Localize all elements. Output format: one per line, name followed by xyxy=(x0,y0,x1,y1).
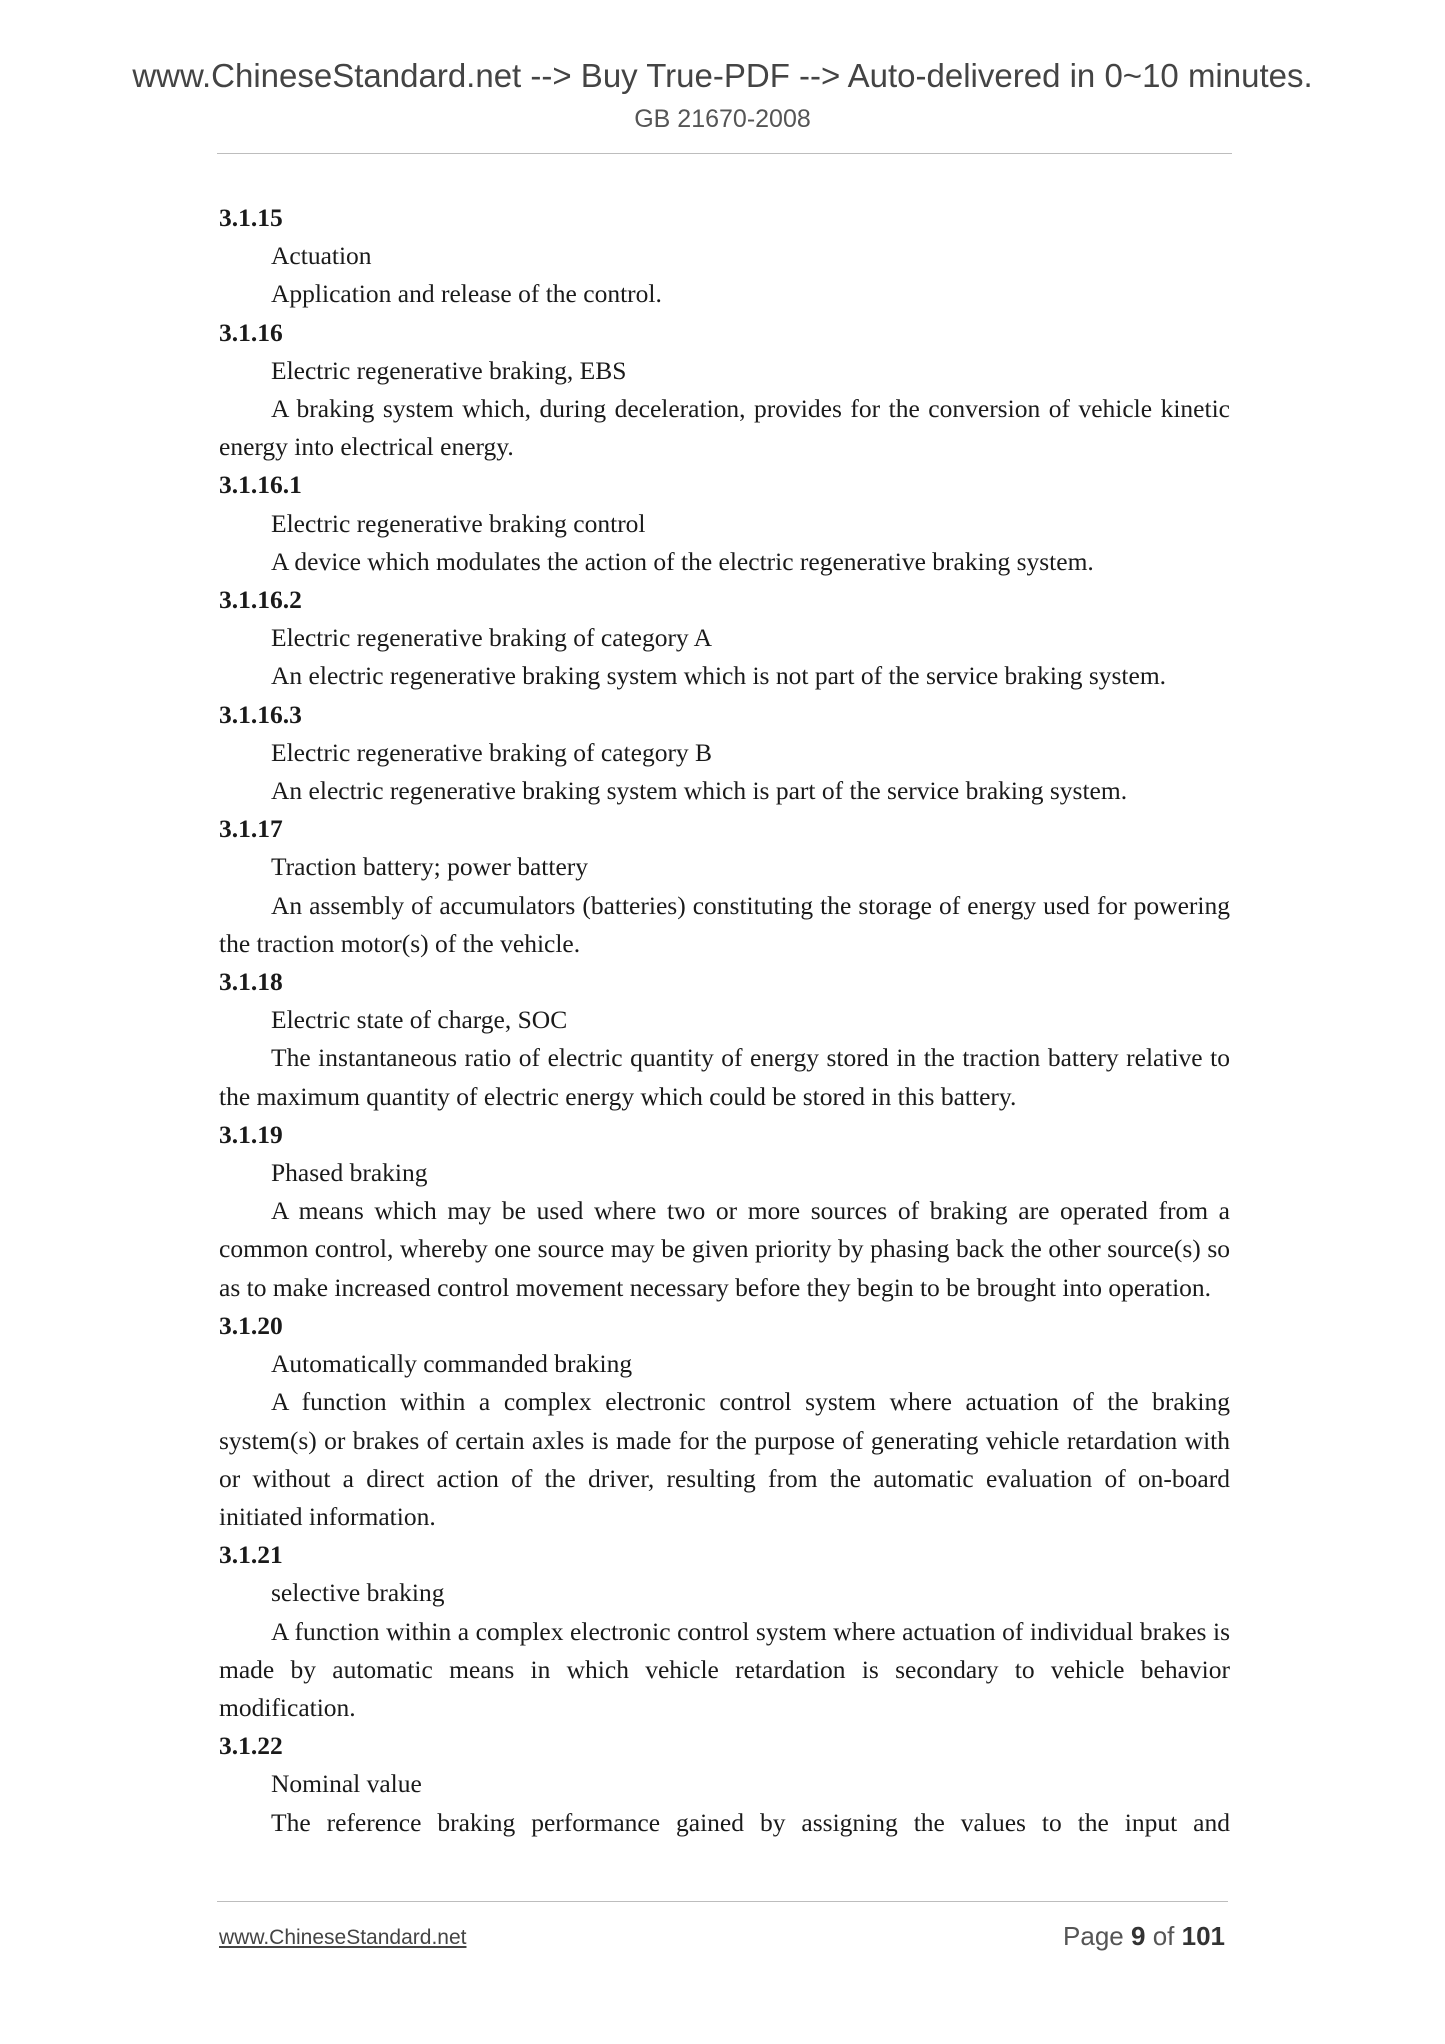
term-definition: Application and release of the control. xyxy=(271,279,662,309)
term-definition: An electric regenerative braking system which is part of the service braking system. xyxy=(271,776,1128,806)
section-number: 3.1.16.1 xyxy=(219,470,302,500)
term-definition: The reference braking performance gained by assigning the values to the input and xyxy=(271,1807,1230,1837)
section-number: 3.1.18 xyxy=(219,967,283,997)
page-current: 9 xyxy=(1130,1921,1146,1951)
section-number: 3.1.16 xyxy=(219,317,283,347)
term-title: selective braking xyxy=(271,1578,445,1608)
page-total: 101 xyxy=(1181,1921,1225,1951)
term-definition: A device which modulates the action of the electric regenerative braking system. xyxy=(271,546,1094,576)
term-title: Actuation xyxy=(271,241,372,271)
header-divider xyxy=(217,153,1232,154)
term-definition: An assembly of accumulators (batteries) constituting the storage of energy used for powering the traction motor(s) of the vehicle. xyxy=(219,890,1230,958)
page-of: of xyxy=(1152,1921,1175,1951)
document-body xyxy=(219,199,1230,1842)
term-title: Electric regenerative braking of category B xyxy=(271,737,713,767)
page-indicator xyxy=(1063,1920,1225,1952)
section-number: 3.1.22 xyxy=(219,1731,283,1761)
standard-code: GB 21670-2008 xyxy=(634,105,811,133)
term-definition: The instantaneous ratio of electric quantity of energy stored in the traction battery relative to the maximum quantity of electric energy which could be stored in this battery. xyxy=(219,1043,1230,1111)
term-title: Nominal value xyxy=(271,1769,422,1799)
section-number: 3.1.16.2 xyxy=(219,585,302,615)
term-title: Electric regenerative braking of category A xyxy=(271,623,713,653)
footer-divider xyxy=(217,1901,1228,1902)
term-title: Automatically commanded braking xyxy=(271,1349,633,1379)
footer-site-link[interactable]: www.ChineseStandard.net xyxy=(219,1926,467,1949)
term-definition: An electric regenerative braking system which is not part of the service braking system. xyxy=(271,661,1167,691)
section-number: 3.1.20 xyxy=(219,1310,283,1340)
term-definition: A braking system which, during deceleration, provides for the conversion of vehicle kinetic energy into electrical energy. xyxy=(219,394,1230,462)
site-banner: www.ChineseStandard.net --> Buy True-PDF --> Auto-delivered in 0~10 minutes. xyxy=(132,57,1313,94)
section-number: 3.1.19 xyxy=(219,1119,283,1149)
term-definition: A function within a complex electronic control system where actuation of the braking system(s) or brakes of certain axles is made for the purpose of generating vehicle retardation with or without a direct action of the driver, resulting from the automatic evaluation of on-board initiated information. xyxy=(219,1387,1230,1531)
term-title: Electric state of charge, SOC xyxy=(271,1005,568,1035)
term-definition: A means which may be used where two or more sources of braking are operated from a common control, whereby one source may be given priority by phasing back the other source(s) so as to make increased control movement necessary before they begin to be brought into operation. xyxy=(219,1196,1230,1302)
section-number: 3.1.17 xyxy=(219,814,283,844)
term-title: Traction battery; power battery xyxy=(271,852,589,882)
page-prefix: Page xyxy=(1063,1921,1124,1951)
section-number: 3.1.16.3 xyxy=(219,699,302,729)
term-title: Phased braking xyxy=(271,1158,428,1188)
term-definition: A function within a complex electronic control system where actuation of individual brakes is made by automatic means in which vehicle retardation is secondary to vehicle behavior modification. xyxy=(219,1616,1230,1722)
term-title: Electric regenerative braking control xyxy=(271,508,646,538)
section-number: 3.1.21 xyxy=(219,1540,283,1570)
section-number: 3.1.15 xyxy=(219,203,283,232)
term-title: Electric regenerative braking, EBS xyxy=(271,355,627,385)
